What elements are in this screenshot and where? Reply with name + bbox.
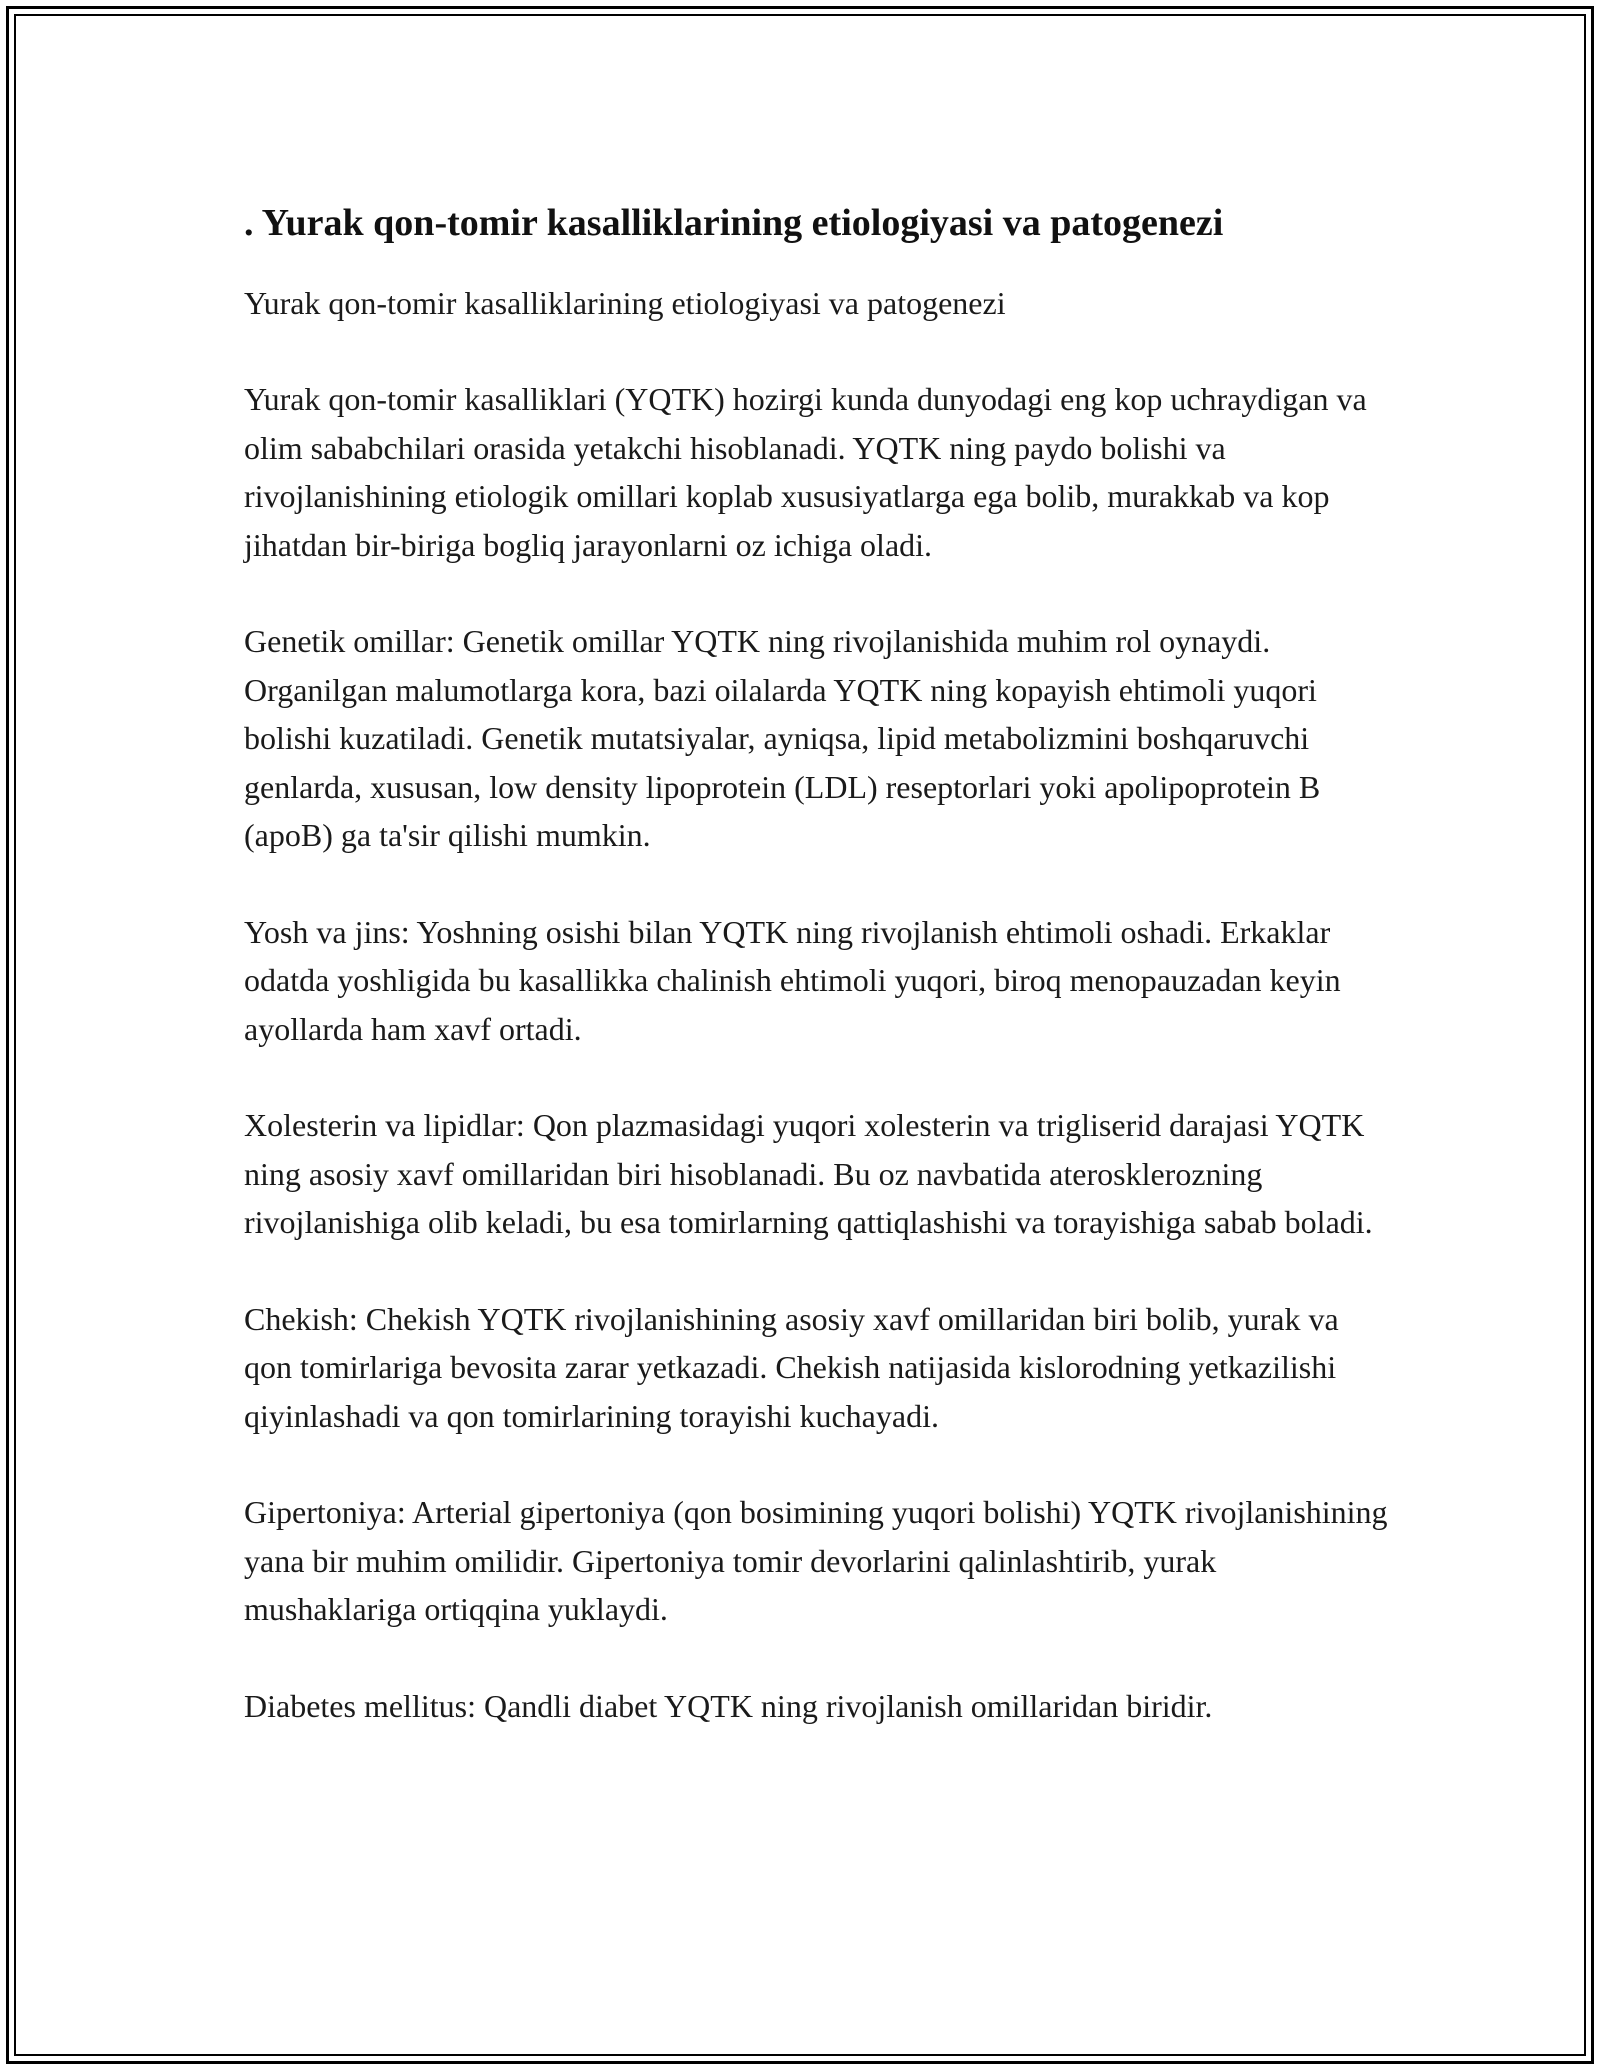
document-subtitle: Yurak qon-tomir kasalliklarining etiologiyasi va patogenezi [244,285,1006,321]
page-frame [6,6,1594,2064]
paragraph-hypertension: Gipertoniya: Arterial gipertoniya (qon bosimining yuqori bolishi) YQTK rivojlanishining yana bir muhim omilidir. Gipertoniya tomir devorlarini qalinlashtirib, yurak mushaklariga ortiqqina yuklaydi. [244,1494,1388,1627]
paragraph-smoking: Chekish: Chekish YQTK rivojlanishining asosiy xavf omillaridan biri bolib, yurak va qon tomirlariga bevosita zarar yetkazadi. Chekish natijasida kislorodning yetkazilishi qiyinlashadi va qon tomirlarining torayishi kuchayadi. [244,1300,1339,1434]
document-title: . Yurak qon-tomir kasalliklarining etiologiyasi va patogenezi [244,202,1224,244]
paragraph-diabetes: Diabetes mellitus: Qandli diabet YQTK ning rivojlanish omillaridan biridir. [244,1687,1213,1724]
paragraph-age-and-sex: Yosh va jins: Yoshning osishi bilan YQTK ning rivojlanish ehtimoli oshadi. Erkaklar odatda yoshligida bu kasallikka chalinish ehtimoli yuqori, biroq menopauzadan keyin ayollarda ham xavf ortadi. [244,913,1341,1047]
paragraph-genetic-factors: Genetik omillar: Genetik omillar YQTK ning rivojlanishida muhim rol oynaydi. Organilgan malumotlarga kora, bazi oilalarda YQTK ning kopayish ehtimoli yuqori bolishi kuzatiladi. Genetik mutatsiyalar, ayniqsa, lipid metabolizmini boshqaruvchi genlarda, xususan, low density lipoprotein (LDL) reseptorlari yoki apolipoprotein B (apoB) ga ta'sir qilishi mumkin. [244,623,1321,853]
document-body [244,199,1394,1778]
paragraph-introduction: Yurak qon-tomir kasalliklari (YQTK) hozirgi kunda dunyodagi eng kop uchraydigan va olim sababchilari orasida yetakchi hisoblanadi. YQTK ning paydo bolishi va rivojlanishining etiologik omillari koplab xususiyatlarga ega bolib, murakkab va kop jihatdan bir-biriga bogliq jarayonlarni oz ichiga oladi. [244,381,1367,563]
paragraph-cholesterol-lipids: Xolesterin va lipidlar: Qon plazmasidagi yuqori xolesterin va trigliserid darajasi YQTK ning asosiy xavf omillaridan biri hisoblanadi. Bu oz navbatida aterosklerozning rivojlanishiga olib keladi, bu esa tomirlarning qattiqlashishi va torayishiga sabab boladi. [244,1107,1373,1240]
